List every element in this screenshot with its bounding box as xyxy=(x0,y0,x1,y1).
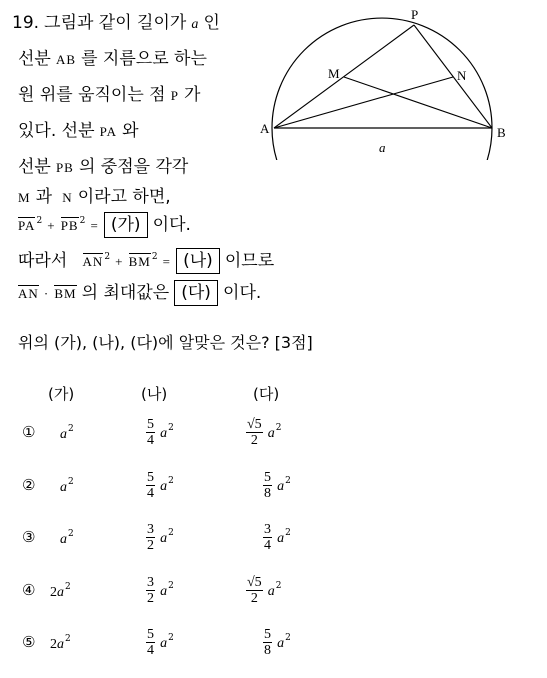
segment-label: AN xyxy=(18,286,39,301)
problem-line-8 xyxy=(18,243,274,276)
fraction xyxy=(263,627,272,658)
plus-sign: + xyxy=(115,254,124,269)
segment-label: PA xyxy=(99,124,118,139)
point-label: P xyxy=(170,88,179,103)
variable: a xyxy=(57,637,64,652)
problem-text: 이라고 하면, xyxy=(77,187,171,207)
problem-text: 이다. xyxy=(152,215,191,235)
na-value xyxy=(146,522,174,553)
variable: a xyxy=(60,427,67,442)
problem-text: 이므로 xyxy=(224,251,275,271)
ga-value xyxy=(60,476,74,496)
label-length: a xyxy=(379,140,386,155)
variable: a xyxy=(277,636,285,651)
exponent: 2 xyxy=(104,252,111,262)
da-value xyxy=(246,417,282,448)
label-P: P xyxy=(411,7,419,22)
segment-label: BM xyxy=(54,286,77,301)
exponent: 2 xyxy=(68,529,74,539)
variable: a xyxy=(267,584,275,599)
denominator: 4 xyxy=(264,538,271,553)
problem-text: 인 xyxy=(203,13,220,33)
numerator: 3 xyxy=(147,575,154,590)
exponent: 2 xyxy=(168,528,174,538)
exponent: 2 xyxy=(275,423,282,433)
exponent: 2 xyxy=(68,477,74,487)
exponent: 2 xyxy=(285,476,291,486)
exponent: 2 xyxy=(275,581,282,591)
length-variable: a xyxy=(191,17,199,32)
circle-figure xyxy=(252,0,542,160)
problem-line-4 xyxy=(18,116,139,141)
numerator: 3 xyxy=(264,522,271,537)
problem-text: 가 xyxy=(184,85,201,105)
numerator: 5 xyxy=(147,417,154,432)
plus-sign: + xyxy=(47,218,56,233)
question-text: 위의 (가), (나), (다)에 알맞은 것은? [3점] xyxy=(18,333,313,352)
variable: a xyxy=(267,426,275,441)
ga-value xyxy=(50,633,71,653)
point-label: N xyxy=(62,190,73,205)
da-value xyxy=(263,522,291,553)
exponent: 2 xyxy=(65,582,71,592)
problem-text: 따라서 xyxy=(18,251,68,271)
exponent: 2 xyxy=(168,633,174,643)
da-value xyxy=(263,470,291,501)
exponent: 2 xyxy=(68,424,74,434)
denominator: 8 xyxy=(264,486,271,501)
numerator: 5 xyxy=(147,627,154,642)
numerator: 5 xyxy=(147,470,154,485)
problem-line-2 xyxy=(18,44,207,69)
segment-AN xyxy=(274,77,453,128)
blank-box-na: (나) xyxy=(176,248,220,274)
variable: a xyxy=(160,531,168,546)
equals-sign: = xyxy=(162,254,171,269)
da-value xyxy=(263,627,291,658)
fraction xyxy=(146,522,155,553)
variable: a xyxy=(160,426,168,441)
segment-label: BM xyxy=(128,254,151,269)
header-da: (다) xyxy=(253,385,280,403)
problem-text: 의 중점을 각각 xyxy=(78,157,189,177)
variable: a xyxy=(60,532,67,547)
label-N: N xyxy=(457,68,467,83)
problem-text: 선분 xyxy=(18,49,51,69)
problem-text: 와 xyxy=(122,121,139,141)
variable: a xyxy=(160,479,168,494)
ga-value xyxy=(50,581,71,601)
denominator: 8 xyxy=(264,643,271,658)
header-na: (나) xyxy=(141,385,168,403)
problem-line-3 xyxy=(18,80,200,105)
choice-number[interactable]: ① xyxy=(22,423,36,441)
problem-text: 과 xyxy=(35,187,53,207)
problem-text: 선분 xyxy=(18,157,51,177)
na-value xyxy=(146,575,174,606)
denominator: 2 xyxy=(147,538,154,553)
coefficient: 2 xyxy=(50,637,57,652)
denominator: 4 xyxy=(147,486,154,501)
numerator: 3 xyxy=(147,522,154,537)
denominator: 4 xyxy=(147,433,154,448)
exponent: 2 xyxy=(36,216,43,226)
label-B: B xyxy=(497,125,506,140)
exponent: 2 xyxy=(151,252,158,262)
segment-label: PA xyxy=(18,218,36,233)
na-value xyxy=(146,470,174,501)
problem-text: 있다. 선분 xyxy=(18,121,95,141)
denominator: 2 xyxy=(250,591,258,606)
numerator: √5 xyxy=(247,417,262,432)
problem-text: 원 위를 움직이는 점 xyxy=(18,85,166,105)
segment-label: PB xyxy=(55,160,74,175)
blank-box-ga: (가) xyxy=(104,212,148,238)
point-label: M xyxy=(18,190,31,205)
fraction xyxy=(263,470,272,501)
segment-label: PB xyxy=(60,218,79,233)
exponent: 2 xyxy=(79,216,86,226)
na-value xyxy=(146,627,174,658)
problem-line-5 xyxy=(18,152,188,177)
fraction xyxy=(263,522,272,553)
label-A: A xyxy=(260,121,270,136)
fraction xyxy=(146,470,155,501)
problem-line-6 xyxy=(18,182,171,207)
variable: a xyxy=(277,479,285,494)
problem-text: 의 최대값은 xyxy=(81,283,170,303)
na-value xyxy=(146,417,174,448)
dot-operator: · xyxy=(43,286,50,301)
choice-number[interactable]: ② xyxy=(22,476,36,494)
problem-text: 를 지름으로 하는 xyxy=(81,49,207,69)
choice-number[interactable]: ③ xyxy=(22,528,36,546)
problem-text: 그림과 같이 길이가 xyxy=(44,13,187,33)
ga-value xyxy=(60,528,74,548)
variable: a xyxy=(277,531,285,546)
problem-line-7 xyxy=(18,207,191,240)
da-value xyxy=(246,575,282,606)
label-M: M xyxy=(328,66,340,81)
equals-sign: = xyxy=(90,218,99,233)
choice-number[interactable]: ④ xyxy=(22,581,36,599)
segment-MB xyxy=(344,77,492,128)
coefficient: 2 xyxy=(50,585,57,600)
numerator: 5 xyxy=(264,470,271,485)
header-ga: (가) xyxy=(48,385,75,403)
numerator: √5 xyxy=(247,575,262,590)
fraction xyxy=(146,575,155,606)
exponent: 2 xyxy=(65,634,71,644)
blank-box-da: (다) xyxy=(174,280,218,306)
denominator: 2 xyxy=(250,433,258,448)
segment-label: AB xyxy=(55,52,77,67)
exponent: 2 xyxy=(168,476,174,486)
segment-PB xyxy=(414,25,492,128)
variable: a xyxy=(57,585,64,600)
variable: a xyxy=(160,636,168,651)
segment-label: AN xyxy=(82,254,104,269)
denominator: 4 xyxy=(147,643,154,658)
problem-line-9 xyxy=(18,279,261,308)
choice-number[interactable]: ⑤ xyxy=(22,633,36,651)
exponent: 2 xyxy=(168,423,174,433)
exponent: 2 xyxy=(168,581,174,591)
problem-line-1 xyxy=(12,8,220,33)
fraction xyxy=(246,417,263,448)
variable: a xyxy=(60,480,67,495)
problem-text: 이다. xyxy=(223,283,262,303)
fraction xyxy=(246,575,263,606)
ga-value xyxy=(60,423,74,443)
variable: a xyxy=(160,584,168,599)
segment-AP xyxy=(274,25,414,128)
numerator: 5 xyxy=(264,627,271,642)
exponent: 2 xyxy=(285,633,291,643)
fraction xyxy=(146,417,155,448)
problem-number: 19. xyxy=(12,13,40,33)
denominator: 2 xyxy=(147,591,154,606)
exponent: 2 xyxy=(285,528,291,538)
fraction xyxy=(146,627,155,658)
